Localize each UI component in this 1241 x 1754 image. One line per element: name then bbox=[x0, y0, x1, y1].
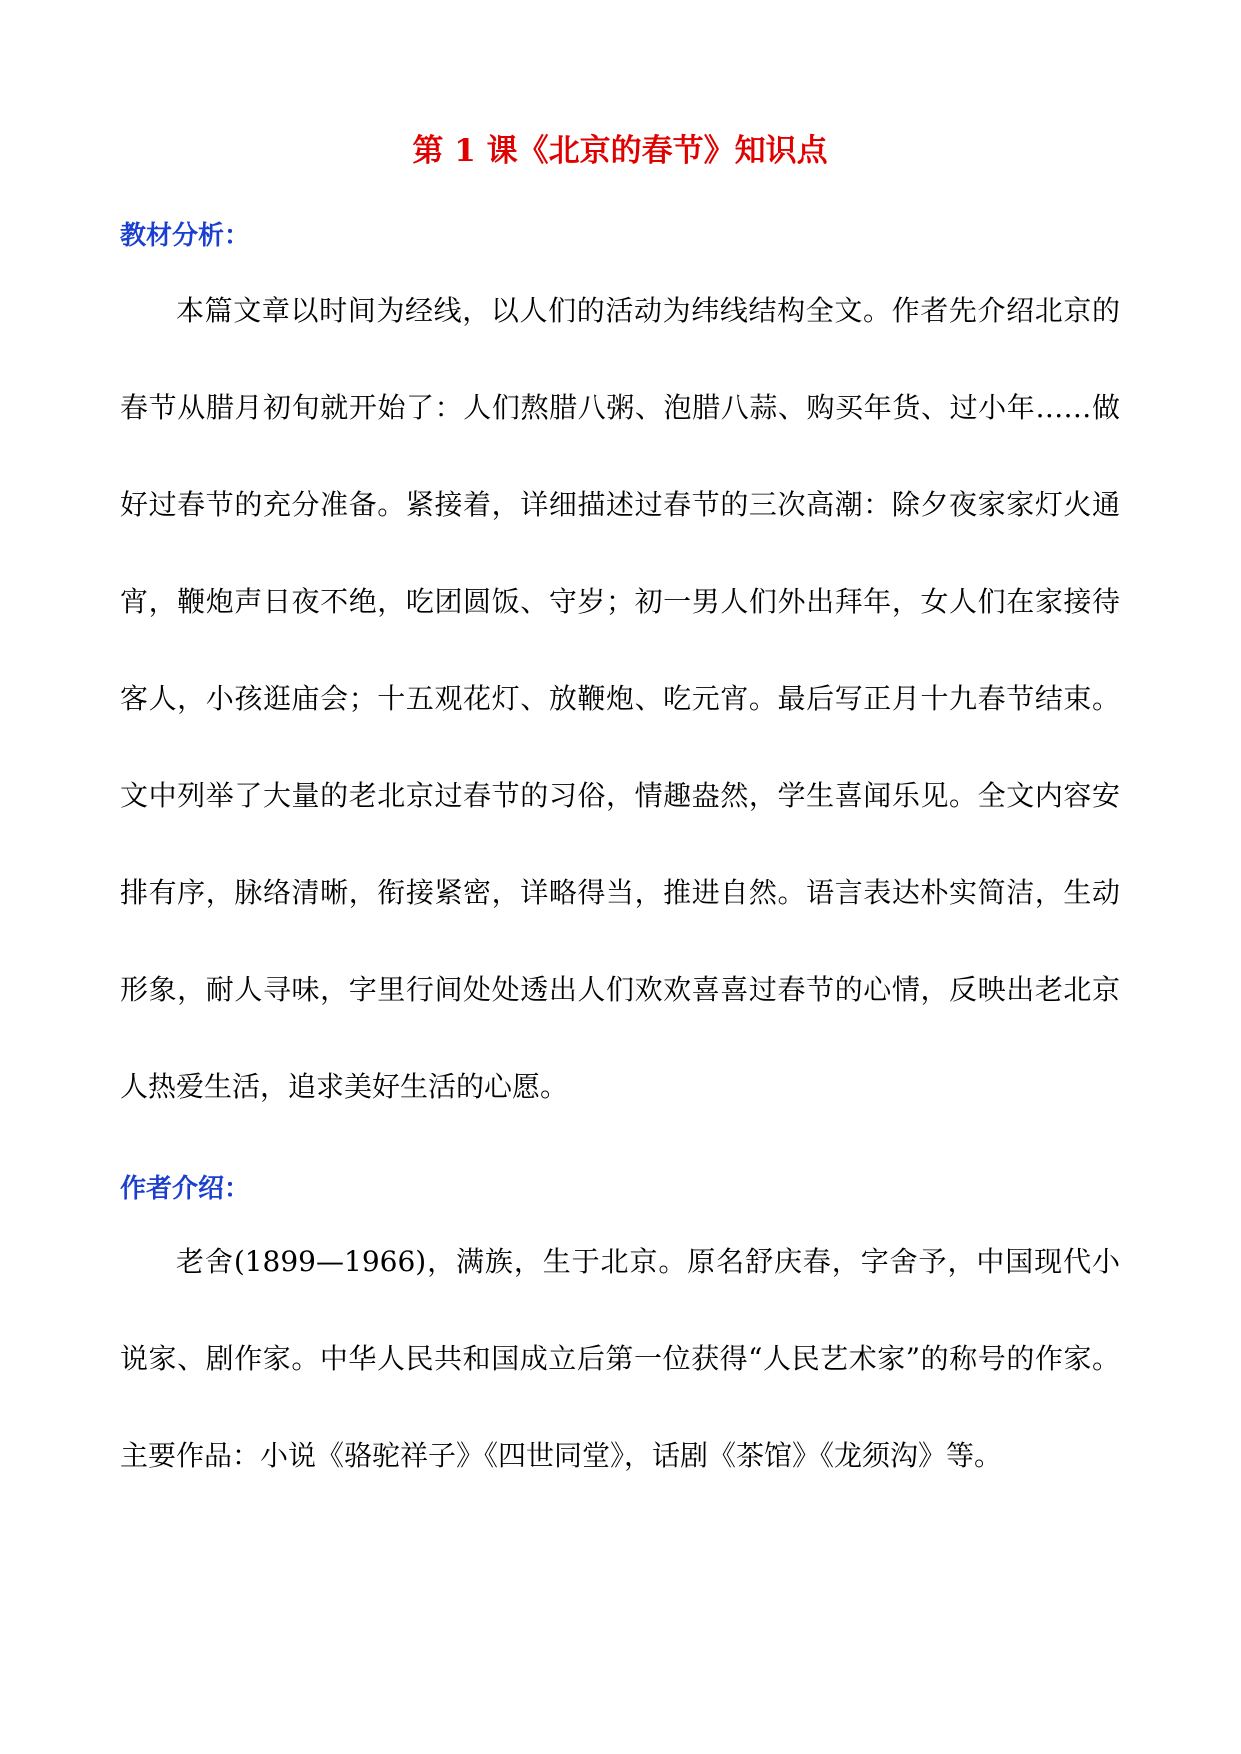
section-heading-textbook-analysis: 教材分析： bbox=[120, 221, 251, 251]
document-page bbox=[120, 130, 1120, 1504]
paragraph-textbook-analysis: 本篇文章以时间为经线，以人们的活动为纬线结构全文。作者先介绍北京的春节从腊月初旬就开始了：人们熬腊八粥、泡腊八蒜、购买年货、过小年……做好过春节的充分准备。紧接着，详细描述过春节的三次高潮：除夕夜家家灯火通宵，鞭炮声日夜不绝，吃团圆饭、守岁；初一男人们外出拜年，女人们在家接待客人，小孩逛庙会；十五观花灯、放鞭炮、吃元宵。最后写正月十九春节结束。文中列举了大量的老北京过春节的习俗，情趣盎然，学生喜闻乐见。全文内容安排有序，脉络清晰，衔接紧密，详略得当，推进自然。语言表达朴实简洁，生动形象，耐人寻味，字里行间处处透出人们欢欢喜喜过春节的心情，反映出老北京人热爱生活，追求美好生活的心愿。 bbox=[120, 294, 1120, 1103]
section-heading-author-intro: 作者介绍： bbox=[120, 1174, 251, 1204]
page-title: 第 1 课《北京的春节》知识点 bbox=[412, 133, 828, 169]
paragraph-author-intro: 老舍(1899—1966)，满族，生于北京。原名舒庆春，字舍予，中国现代小说家、剧作家。中华人民共和国成立后第一位获得“人民艺术家”的称号的作家。主要作品：小说《骆驼祥子》《四世同堂》，话剧《茶馆》《龙须沟》等。 bbox=[120, 1245, 1120, 1472]
